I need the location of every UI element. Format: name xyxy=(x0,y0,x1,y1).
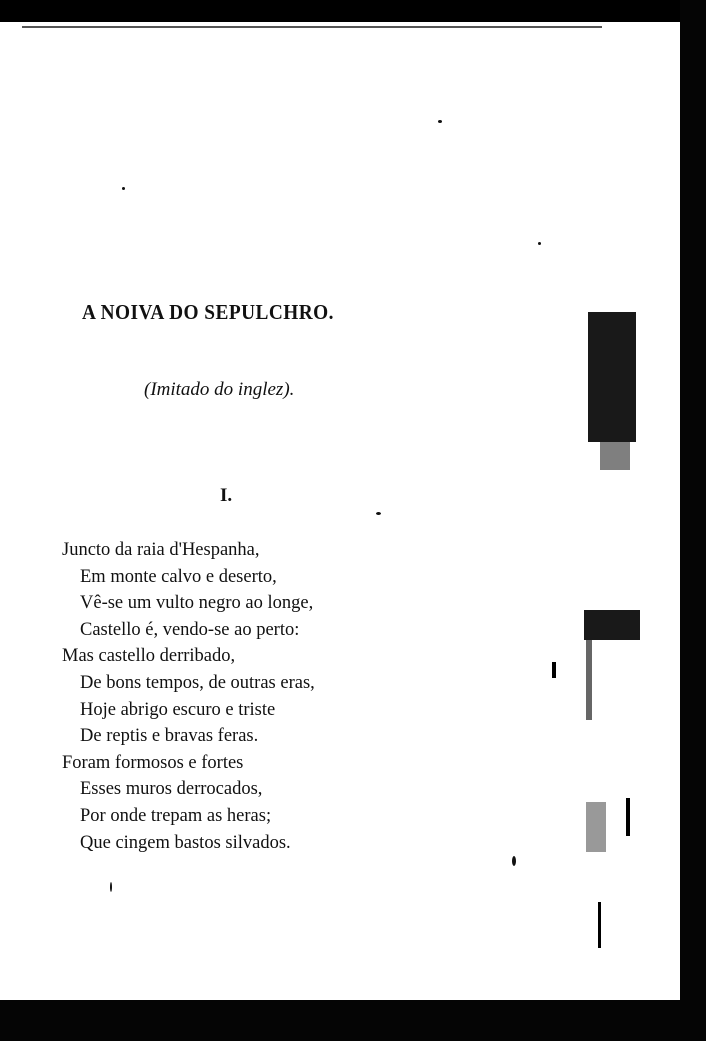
poem-stanza xyxy=(62,537,315,856)
verse-line: Juncto da raia d'Hespanha, xyxy=(62,540,260,560)
verse-line: Em monte calvo e deserto, xyxy=(80,566,277,587)
verse-line: De reptis e bravas feras. xyxy=(80,726,259,747)
paper-speck xyxy=(438,120,442,123)
ink-bleed-mark xyxy=(552,662,556,678)
ink-bleed-mark xyxy=(586,802,606,852)
poem-title: A NOIVA DO SEPULCHRO. xyxy=(82,300,334,324)
top-rule xyxy=(22,26,602,28)
ink-bleed-mark xyxy=(588,312,636,442)
ink-bleed-mark xyxy=(586,640,592,720)
paper-speck xyxy=(110,882,112,892)
paper-speck xyxy=(122,187,125,190)
verse-line: Castello é, vendo-se ao perto: xyxy=(80,619,300,640)
paper-speck xyxy=(376,512,381,515)
ink-bleed-mark xyxy=(626,798,630,836)
scan-edge-bottom xyxy=(0,1000,706,1041)
verse-line: Esses muros derrocados, xyxy=(80,779,263,800)
ink-bleed-mark xyxy=(598,902,601,948)
book-page xyxy=(0,22,680,1000)
verse-line: Que cingem bastos silvados. xyxy=(80,832,291,853)
verse-line: De bons tempos, de outras eras, xyxy=(80,672,315,693)
scan-edge-right xyxy=(680,0,706,1041)
poem-subtitle: (Imitado do inglez). xyxy=(144,379,295,400)
ink-bleed-mark xyxy=(584,610,640,640)
verse-line: Vê-se um vulto negro ao longe, xyxy=(80,593,314,614)
paper-speck xyxy=(538,242,541,245)
section-number: I. xyxy=(220,485,233,506)
verse-line: Foram formosos e fortes xyxy=(62,752,244,773)
verse-line: Hoje abrigo escuro e triste xyxy=(80,699,276,720)
paper-speck xyxy=(512,856,516,866)
ink-bleed-mark xyxy=(600,442,630,470)
verse-line: Mas castello derribado, xyxy=(62,646,236,667)
verse-line: Por onde trepam as heras; xyxy=(80,805,272,826)
